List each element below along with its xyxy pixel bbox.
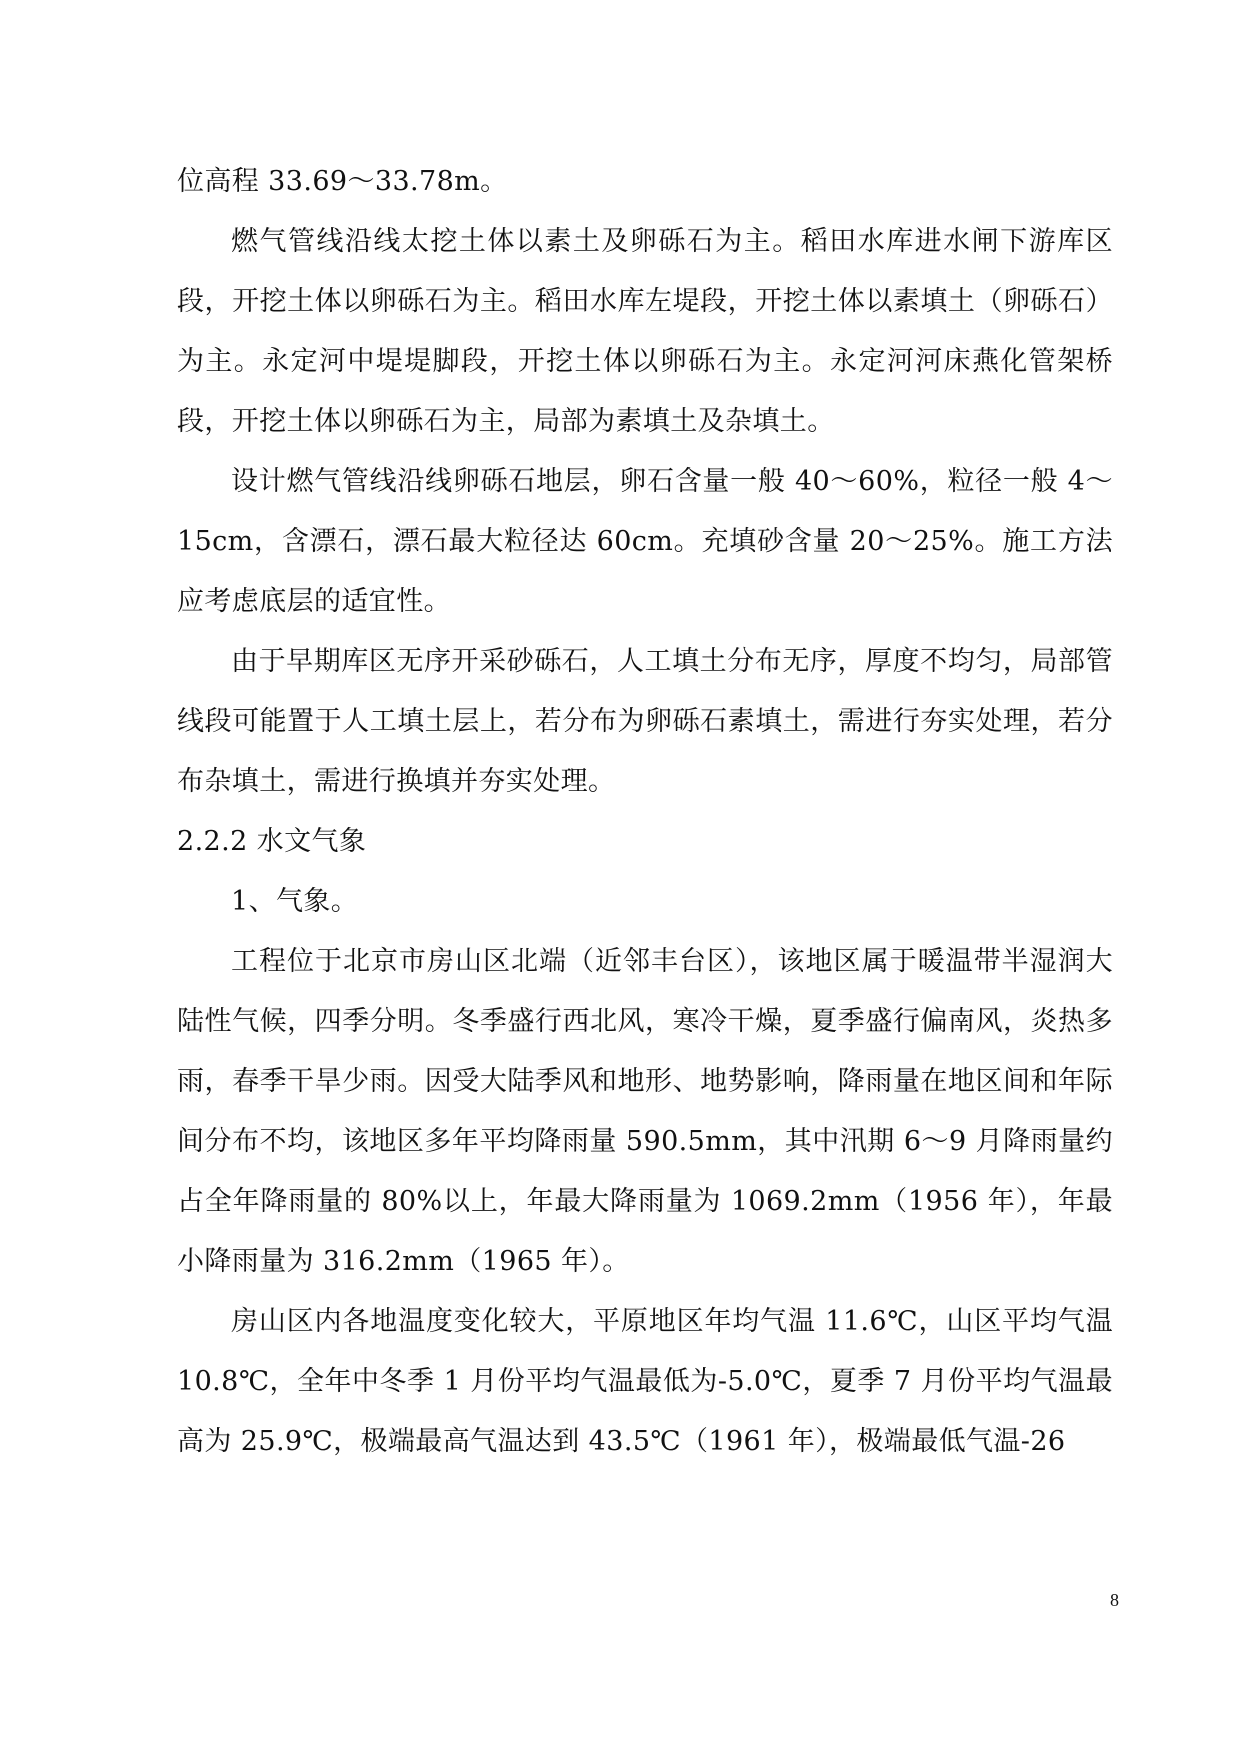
page-content	[177, 152, 1113, 1472]
subheading-meteorology: 1、气象。	[231, 886, 359, 917]
paragraph-gravel-stratum: 设计燃气管线沿线卵砾石地层，卵石含量一般 40～60%，粒径一般 4～15cm，含漂石，漂石最大粒径达 60cm。充填砂含量 20～25%。施工方法应考虑底层的适宜性。	[177, 466, 1113, 617]
paragraph-temperature: 房山区内各地温度变化较大，平原地区年均气温 11.6℃，山区平均气温 10.8℃，全年中冬季 1 月份平均气温最低为-5.0℃，夏季 7 月份平均气温最高为 25.9℃，极端最高气温达到 43.5℃（1961 年），极端最低气温-26	[177, 1306, 1113, 1457]
section-heading: 2.2.2 水文气象	[177, 826, 367, 857]
paragraph-excavation-soil: 燃气管线沿线太挖土体以素土及卵砾石为主。稻田水库进水闸下游库区段，开挖土体以卵砾石为主。稻田水库左堤段，开挖土体以素填土（卵砾石）为主。永定河中堤堤脚段，开挖土体以卵砾石为主。永定河河床燕化管架桥段，开挖土体以卵砾石为主，局部为素填土及杂填土。	[177, 226, 1113, 437]
page-number: 8	[1110, 1590, 1119, 1610]
paragraph-fill-treatment: 由于早期库区无序开采砂砾石，人工填土分布无序，厚度不均匀，局部管线段可能置于人工填土层上，若分布为卵砾石素填土，需进行夯实处理，若分布杂填土，需进行换填并夯实处理。	[177, 646, 1113, 797]
paragraph-continuation: 位高程 33.69～33.78m。	[177, 166, 508, 197]
paragraph-climate: 工程位于北京市房山区北端（近邻丰台区），该地区属于暖温带半湿润大陆性气候，四季分明。冬季盛行西北风，寒冷干燥，夏季盛行偏南风，炎热多雨，春季干旱少雨。因受大陆季风和地形、地势影响，降雨量在地区间和年际间分布不均，该地区多年平均降雨量 590.5mm，其中汛期 6～9 月降雨量约占全年降雨量的 80%以上，年最大降雨量为 1069.2mm（1956 年），年最小降雨量为 316.2mm（1965 年）。	[177, 946, 1113, 1277]
